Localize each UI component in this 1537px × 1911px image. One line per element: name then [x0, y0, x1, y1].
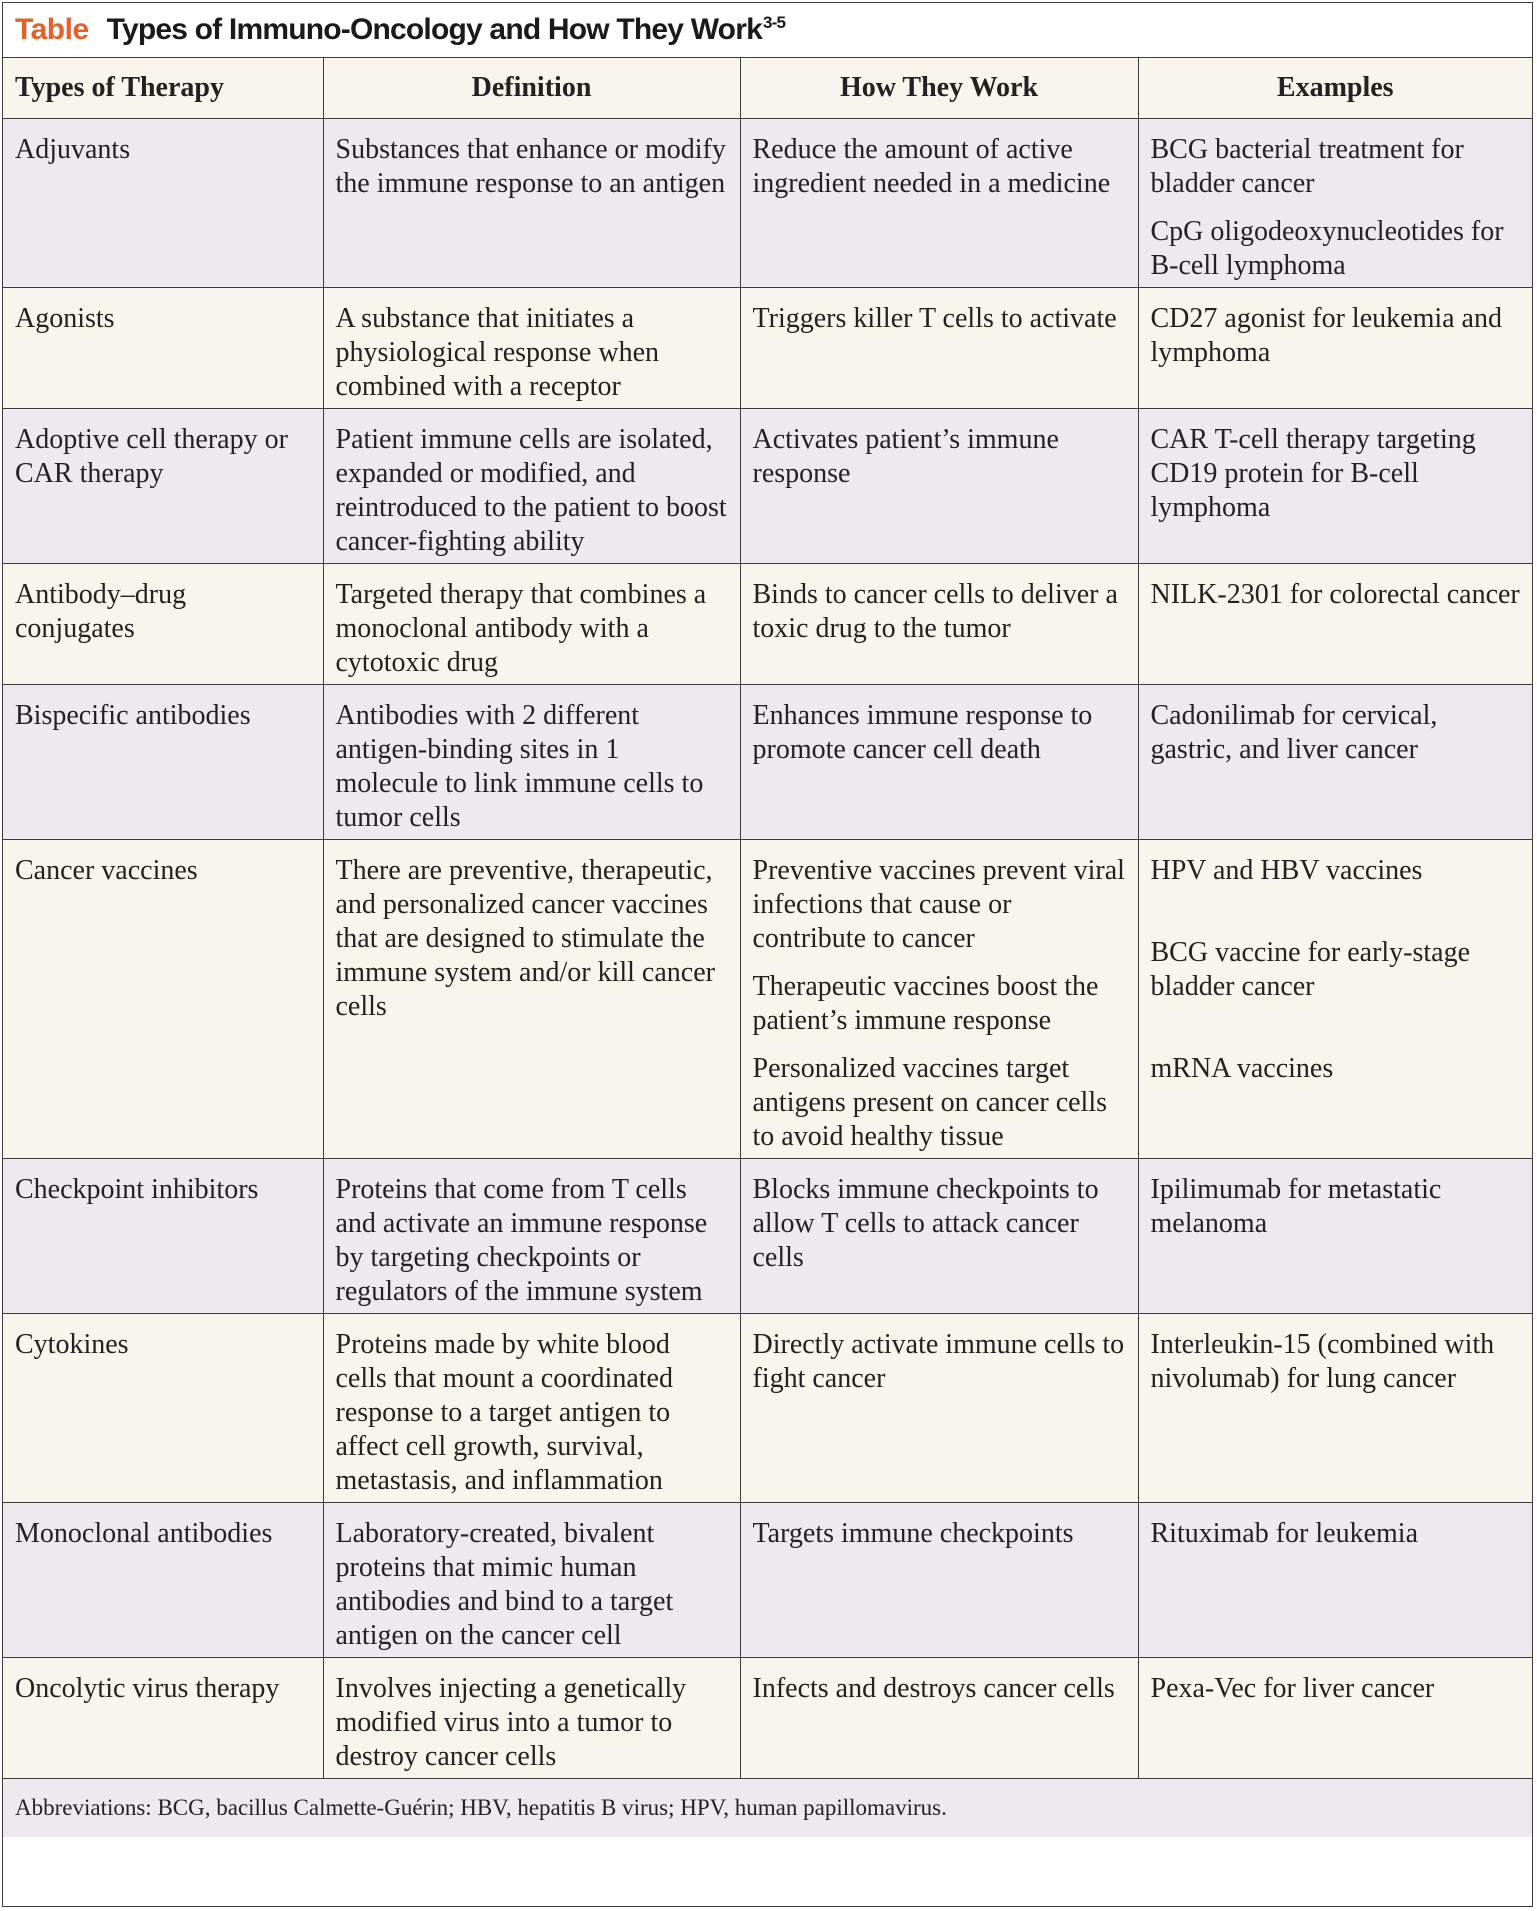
cell-definition-paragraph: There are preventive, therapeutic, and personalized cancer vaccines that are designed to stimulate the immune system and/or kill cancer cells [335, 855, 715, 1022]
cell-definition-paragraph: A substance that initiates a physiological response when combined with a receptor [335, 303, 659, 402]
cell-examples-paragraph: Pexa-Vec for liver cancer [1150, 1673, 1435, 1704]
cell-how-they-work-paragraph: Personalized vaccines target antigens present on cancer cells to avoid healthy tissue [752, 1053, 1108, 1152]
cell-examples-paragraph: Ipilimumab for metastatic melanoma [1150, 1174, 1442, 1239]
cell-examples [1138, 1314, 1532, 1503]
cell-definition-paragraph: Involves injecting a genetically modified virus into a tumor to destroy cancer cells [335, 1673, 687, 1772]
table-row [3, 564, 1532, 685]
cell-definition [323, 409, 740, 564]
cell-how-they-work [740, 685, 1138, 840]
cell-how-they-work [740, 1314, 1138, 1503]
cell-how-they-work [740, 840, 1138, 1159]
cell-examples-paragraph: Rituximab for leukemia [1150, 1518, 1418, 1549]
cell-how-they-work-paragraph: Preventive vaccines prevent viral infections that cause or contribute to cancer [752, 855, 1125, 954]
cell-examples [1138, 1658, 1532, 1779]
cell-definition-paragraph: Targeted therapy that combines a monoclonal antibody with a cytotoxic drug [335, 579, 707, 678]
cell-definition-paragraph: Patient immune cells are isolated, expanded or modified, and reintroduced to the patient to boost cancer-fighting ability [335, 424, 727, 557]
table-frame [2, 2, 1533, 1907]
cell-how-they-work [740, 564, 1138, 685]
cell-how-they-work-paragraph: Blocks immune checkpoints to allow T cells to attack cancer cells [752, 1174, 1099, 1273]
cell-therapy-type: Oncolytic virus therapy [3, 1658, 323, 1779]
cell-examples-paragraph: BCG bacterial treatment for bladder cancer [1150, 134, 1464, 199]
cell-definition [323, 1658, 740, 1779]
cell-how-they-work-paragraph: Targets immune checkpoints [752, 1518, 1074, 1549]
cell-definition [323, 288, 740, 409]
cell-definition [323, 1159, 740, 1314]
cell-examples-paragraph: CD27 agonist for leukemia and lymphoma [1150, 303, 1502, 368]
abbreviations-footnote: Abbreviations: BCG, bacillus Calmette-Guérin; HBV, hepatitis B virus; HPV, human papillomavirus. [3, 1779, 1532, 1837]
cell-definition-paragraph: Laboratory-created, bivalent proteins that mimic human antibodies and bind to a target antigen on the cancer cell [335, 1518, 674, 1651]
cell-therapy-type: Checkpoint inhibitors [3, 1159, 323, 1314]
table-row [3, 840, 1532, 1159]
cell-examples [1138, 1159, 1532, 1314]
cell-examples [1138, 409, 1532, 564]
cell-how-they-work [740, 1503, 1138, 1658]
cell-examples-paragraph: CAR T-cell therapy targeting CD19 protein for B-cell lymphoma [1150, 424, 1476, 523]
cell-how-they-work-paragraph: Binds to cancer cells to deliver a toxic drug to the tumor [752, 579, 1118, 644]
cell-how-they-work [740, 1159, 1138, 1314]
cell-definition-paragraph: Antibodies with 2 different antigen-binding sites in 1 molecule to link immune cells to tumor cells [335, 700, 704, 833]
cell-examples [1138, 685, 1532, 840]
cell-examples-paragraph: BCG vaccine for early-stage bladder cancer [1150, 937, 1471, 1002]
table-body [3, 119, 1532, 1779]
cell-therapy-type: Monoclonal antibodies [3, 1503, 323, 1658]
table-row [3, 1503, 1532, 1658]
column-header-definition: Definition [323, 58, 740, 119]
cell-how-they-work-paragraph: Infects and destroys cancer cells [752, 1673, 1115, 1704]
cell-how-they-work [740, 1658, 1138, 1779]
cell-examples [1138, 288, 1532, 409]
cell-examples [1138, 119, 1532, 288]
column-header-how: How They Work [740, 58, 1138, 119]
cell-how-they-work-paragraph: Reduce the amount of active ingredient needed in a medicine [752, 134, 1111, 199]
cell-therapy-type: Antibody–drug conjugates [3, 564, 323, 685]
cell-how-they-work-paragraph: Enhances immune response to promote cancer cell death [752, 700, 1093, 765]
cell-examples-paragraph: mRNA vaccines [1150, 1053, 1334, 1084]
cell-how-they-work [740, 409, 1138, 564]
cell-examples-paragraph: Cadonilimab for cervical, gastric, and liver cancer [1150, 700, 1438, 765]
table-row [3, 1159, 1532, 1314]
cell-examples-paragraph: Interleukin-15 (combined with nivolumab) for lung cancer [1150, 1329, 1495, 1394]
table-row [3, 409, 1532, 564]
table-row [3, 1314, 1532, 1503]
cell-definition [323, 564, 740, 685]
title-text: Types of Immuno-Oncology and How They Work [106, 13, 762, 46]
cell-therapy-type: Cytokines [3, 1314, 323, 1503]
cell-examples [1138, 1503, 1532, 1658]
cell-how-they-work [740, 288, 1138, 409]
cell-definition-paragraph: Substances that enhance or modify the immune response to an antigen [335, 134, 726, 199]
cell-definition-paragraph: Proteins made by white blood cells that mount a coordinated response to a target antigen to affect cell growth, survival, metastasis, and inflammation [335, 1329, 673, 1496]
cell-definition [323, 840, 740, 1159]
therapy-table [3, 58, 1532, 1779]
cell-therapy-type: Adoptive cell therapy or CAR therapy [3, 409, 323, 564]
column-header-types: Types of Therapy [3, 58, 323, 119]
cell-examples-paragraph: CpG oligodeoxynucleotides for B-cell lymphoma [1150, 216, 1504, 281]
table-row [3, 1658, 1532, 1779]
table-row [3, 685, 1532, 840]
cell-therapy-type: Agonists [3, 288, 323, 409]
cell-how-they-work [740, 119, 1138, 288]
cell-how-they-work-paragraph: Therapeutic vaccines boost the patient’s immune response [752, 971, 1099, 1036]
cell-therapy-type: Bispecific antibodies [3, 685, 323, 840]
header-row [3, 58, 1532, 119]
column-header-examples: Examples [1138, 58, 1532, 119]
cell-how-they-work-paragraph: Triggers killer T cells to activate [752, 303, 1117, 334]
cell-definition [323, 1314, 740, 1503]
cell-definition [323, 119, 740, 288]
cell-how-they-work-paragraph: Activates patient’s immune response [752, 424, 1059, 489]
table-label: Table [15, 13, 89, 46]
cell-examples [1138, 840, 1532, 1159]
cell-examples-paragraph: HPV and HBV vaccines [1150, 855, 1423, 886]
cell-definition [323, 685, 740, 840]
cell-how-they-work-paragraph: Directly activate immune cells to fight cancer [752, 1329, 1125, 1394]
table-title-text [107, 13, 786, 47]
title-references: 3-5 [762, 13, 786, 32]
cell-therapy-type: Adjuvants [3, 119, 323, 288]
table-row [3, 119, 1532, 288]
cell-definition [323, 1503, 740, 1658]
cell-examples-paragraph: NILK-2301 for colorectal cancer [1150, 579, 1520, 610]
cell-examples [1138, 564, 1532, 685]
table-row [3, 288, 1532, 409]
cell-therapy-type: Cancer vaccines [3, 840, 323, 1159]
cell-definition-paragraph: Proteins that come from T cells and activate an immune response by targeting checkpoints or regulators of the immune system [335, 1174, 708, 1307]
table-title [3, 3, 1532, 58]
